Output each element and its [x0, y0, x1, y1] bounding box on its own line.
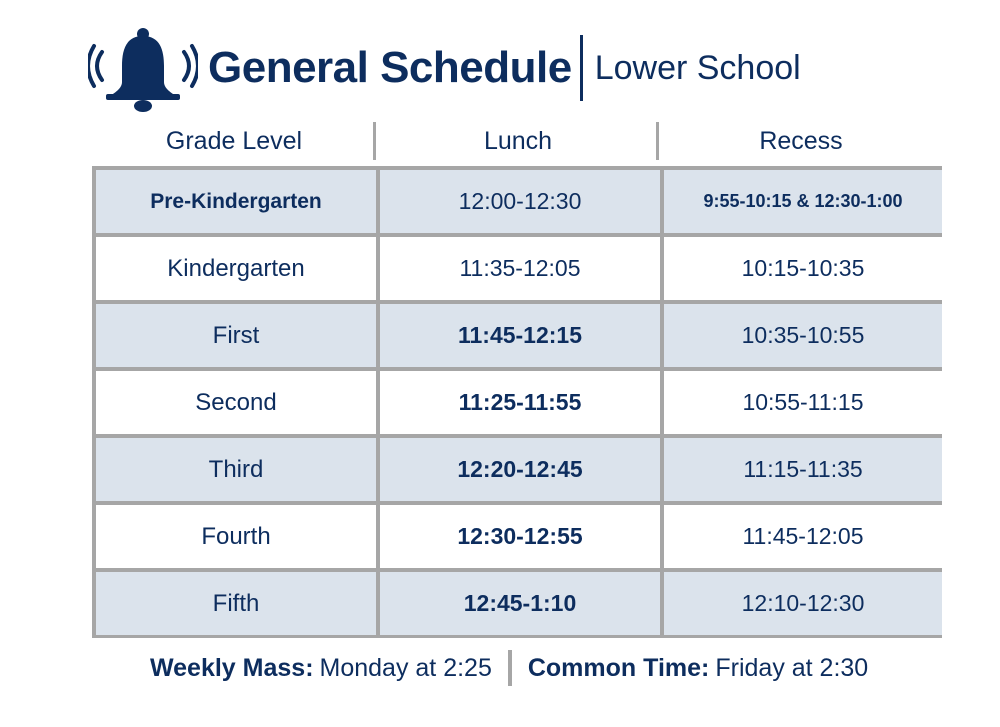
lunch-cell: 12:30-12:55: [380, 505, 660, 568]
weekly-mass-label: Weekly Mass:: [150, 653, 314, 682]
weekly-mass-value: Monday at 2:25: [319, 653, 492, 682]
page-header: [88, 22, 801, 114]
bell-ringing-icon: [88, 22, 198, 114]
recess-cell: 10:55-11:15: [664, 371, 942, 434]
recess-cell: 10:35-10:55: [664, 304, 942, 367]
recess-cell: 12:10-12:30: [664, 572, 942, 635]
lunch-cell: 11:35-12:05: [380, 237, 660, 300]
recess-cell: 9:55-10:15 & 12:30-1:00: [664, 170, 942, 233]
grade-cell: Fifth: [96, 572, 376, 635]
common-time-label: Common Time:: [527, 653, 710, 682]
grade-cell: Kindergarten: [96, 237, 376, 300]
recess-cell: 11:15-11:35: [664, 438, 942, 501]
title-divider: [580, 35, 583, 101]
common-time-value: Friday at 2:30: [715, 653, 869, 682]
grade-cell: Pre-Kindergarten: [96, 170, 376, 233]
grade-cell: Third: [96, 438, 376, 501]
column-header-lunch: Lunch: [483, 126, 553, 155]
column-separator: [656, 122, 659, 160]
lunch-cell: 11:45-12:15: [380, 304, 660, 367]
column-header-recess: Recess: [759, 126, 843, 155]
schedule-table: [92, 166, 942, 638]
table-header: [92, 120, 942, 162]
grade-cell: First: [96, 304, 376, 367]
page-title: General Schedule: [208, 43, 572, 92]
lunch-cell: 12:00-12:30: [380, 170, 660, 233]
column-header-grade: Grade Level: [165, 126, 303, 155]
grade-cell: Fourth: [96, 505, 376, 568]
page-subtitle: Lower School: [594, 48, 801, 87]
schedule-footer: [150, 648, 910, 688]
lunch-cell: 12:20-12:45: [380, 438, 660, 501]
recess-cell: 10:15-10:35: [664, 237, 942, 300]
recess-cell: 11:45-12:05: [664, 505, 942, 568]
grade-cell: Second: [96, 371, 376, 434]
lunch-cell: 11:25-11:55: [380, 371, 660, 434]
lunch-cell: 12:45-1:10: [380, 572, 660, 635]
footer-divider: [508, 650, 512, 686]
